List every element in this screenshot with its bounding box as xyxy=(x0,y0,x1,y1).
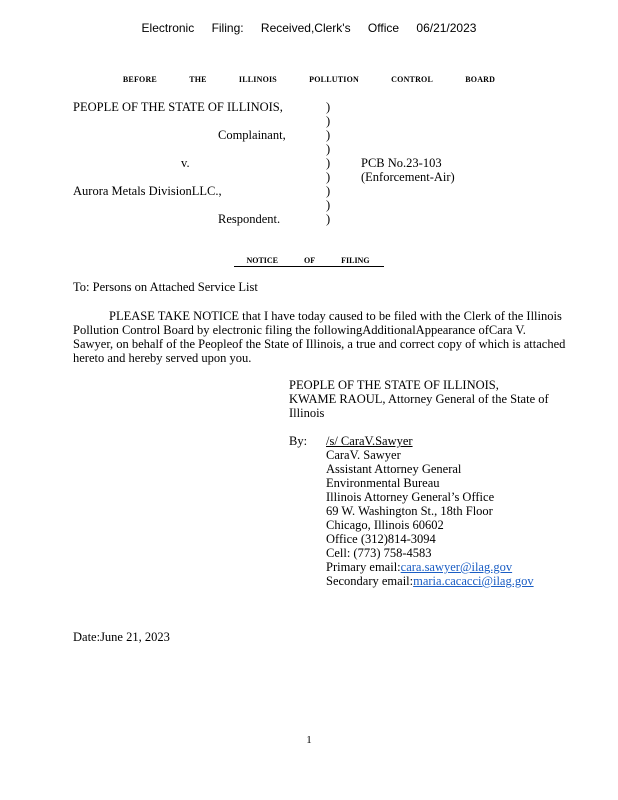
body-line: hereto and hereby served upon you. xyxy=(73,351,252,365)
secondary-email-row xyxy=(326,574,534,589)
caption-paren: ) xyxy=(326,100,331,114)
signer-office: Illinois Attorney General’s Office xyxy=(326,490,495,504)
by-label: By: xyxy=(289,434,308,448)
notice-title-word: FILING xyxy=(341,256,370,265)
board-title-word: ILLINOIS xyxy=(238,75,277,84)
caption-paren: ) xyxy=(326,114,331,128)
caption-plaintiff: PEOPLE OF THE STATE OF ILLINOIS, xyxy=(73,100,283,114)
date-line: Date:June 21, 2023 xyxy=(73,630,170,644)
caption-versus: v. xyxy=(181,156,190,170)
secondary-email-label: Secondary email: xyxy=(326,574,414,588)
caption-paren: ) xyxy=(326,198,331,212)
body-line: Pollution Control Board by electronic filing the followingAdditionalAppearance ofCara V. xyxy=(73,323,526,337)
header-date: 06/21/2023 xyxy=(416,21,477,35)
board-title-word: POLLUTION xyxy=(309,75,359,84)
case-type: (Enforcement-Air) xyxy=(361,170,455,184)
body-line: Sawyer, on behalf of the Peopleof the State of Illinois, a true and correct copy of which is attached xyxy=(73,337,566,351)
header-part: Electronic xyxy=(141,21,195,35)
caption-respondent: Respondent. xyxy=(218,212,281,226)
header-part: Office xyxy=(367,21,400,35)
signature-party: PEOPLE OF THE STATE OF ILLINOIS, xyxy=(289,378,499,392)
caption-paren: ) xyxy=(326,212,331,226)
signer-bureau: Environmental Bureau xyxy=(326,476,440,490)
primary-email-link[interactable]: cara.sawyer@ilag.gov xyxy=(400,560,513,574)
signature-party: KWAME RAOUL, Attorney General of the State of xyxy=(289,392,549,406)
signer-title: Assistant Attorney General xyxy=(326,462,462,476)
caption-paren: ) xyxy=(326,128,331,142)
case-number: PCB No.23-103 xyxy=(361,156,442,170)
filing-stamp-header xyxy=(0,21,618,35)
signer-city: Chicago, Illinois 60602 xyxy=(326,518,444,532)
board-title xyxy=(0,75,618,84)
primary-email-row xyxy=(326,560,512,575)
primary-email-label: Primary email: xyxy=(326,560,401,574)
to-line: To: Persons on Attached Service List xyxy=(73,280,258,294)
body-line: PLEASE TAKE NOTICE that I have today caused to be filed with the Clerk of the Illinois xyxy=(109,309,562,323)
caption-paren: ) xyxy=(326,142,331,156)
signer-cell-phone: Cell: (773) 758-4583 xyxy=(326,546,432,560)
board-title-word: THE xyxy=(189,75,207,84)
notice-title-underline xyxy=(234,256,383,267)
caption-complainant: Complainant, xyxy=(218,128,286,142)
notice-title-word: OF xyxy=(304,256,316,265)
header-part: Received,Clerk's xyxy=(260,21,351,35)
signer-street: 69 W. Washington St., 18th Floor xyxy=(326,504,493,518)
signer-name: CaraV. Sawyer xyxy=(326,448,401,462)
header-part: Filing: xyxy=(211,21,244,35)
electronic-signature: /s/ CaraV.Sawyer xyxy=(326,434,413,448)
caption-paren: ) xyxy=(326,184,331,198)
notice-title-word: NOTICE xyxy=(246,256,278,265)
caption-paren: ) xyxy=(326,156,331,170)
board-title-word: BEFORE xyxy=(122,75,157,84)
page-number: 1 xyxy=(306,734,312,746)
secondary-email-link[interactable]: maria.cacacci@ilag.gov xyxy=(413,574,534,588)
board-title-word: BOARD xyxy=(465,75,496,84)
board-title-word: CONTROL xyxy=(391,75,434,84)
signer-office-phone: Office (312)814-3094 xyxy=(326,532,436,546)
caption-defendant: Aurora Metals DivisionLLC., xyxy=(73,184,222,198)
signature-party: Illinois xyxy=(289,406,325,420)
caption-paren: ) xyxy=(326,170,331,184)
notice-title xyxy=(0,256,618,265)
